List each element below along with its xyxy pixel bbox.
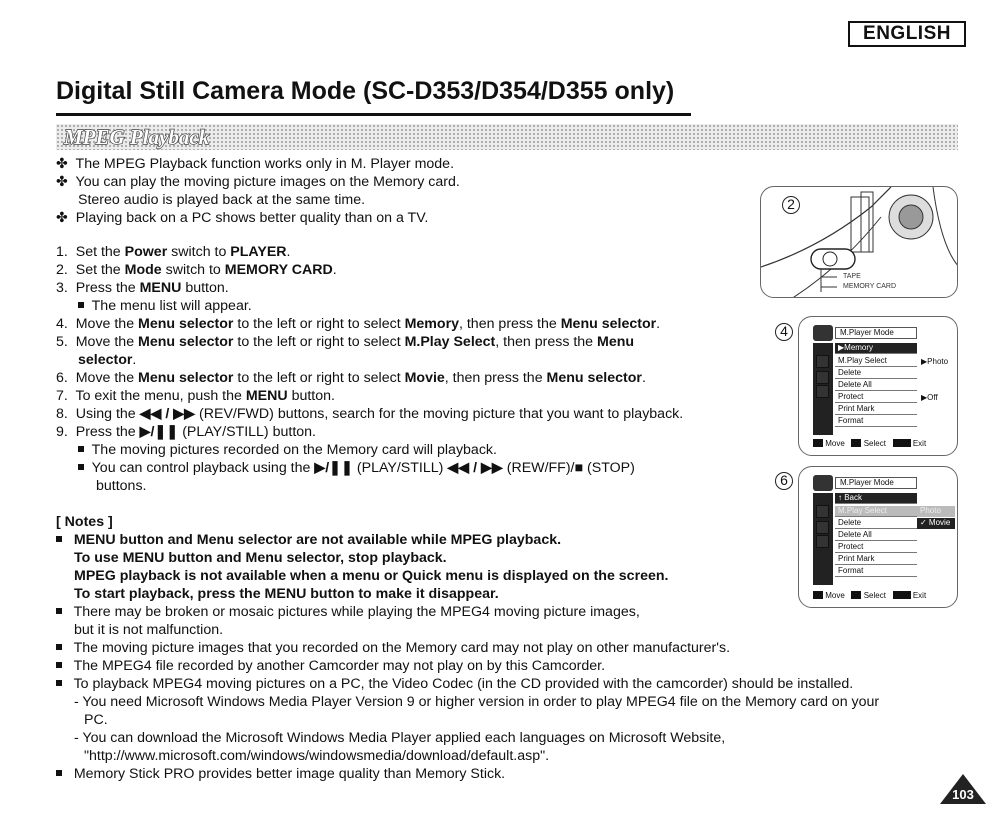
step-4: 4. Move the Menu selector to the left or right to select Memory, then press the Menu selector. [56, 316, 661, 332]
menu-item: Protect [835, 542, 917, 553]
figure-menu-memory [798, 316, 958, 456]
note-item: The moving picture images that you recorded on the Memory card may not play on other manufacturer's. [56, 640, 730, 657]
menu-value: ▶Off [921, 393, 938, 402]
memory-card-icon [816, 355, 829, 368]
select-icon [851, 439, 861, 447]
callout-4: 4 [775, 323, 793, 341]
notes-heading: [ Notes ] [56, 514, 113, 530]
page-number-badge [938, 772, 988, 811]
page-number: 103 [952, 787, 974, 802]
submenu-option: Photo [917, 506, 955, 517]
square-bullet-icon [56, 644, 62, 650]
memory-card-label: MEMORY CARD [843, 283, 897, 290]
square-bullet-icon [78, 464, 84, 470]
menu-item: Print Mark [835, 554, 917, 565]
step-5-cont: selector. [78, 352, 137, 368]
step-9-sub: The moving pictures recorded on the Memory card will playback. [78, 442, 497, 459]
square-bullet-icon [78, 302, 84, 308]
page-title: Digital Still Camera Mode (SC-D353/D354/D355 only) [56, 77, 675, 105]
settings-icon [816, 385, 829, 398]
note-item-cont: To use MENU button and Menu selector, stop playback. [74, 550, 447, 566]
menu-item: ▶Memory [835, 343, 917, 354]
menu-list [835, 493, 917, 585]
square-bullet-icon [78, 446, 84, 452]
move-icon [813, 439, 823, 447]
menu-item: ↑ Back [835, 493, 917, 504]
section-title: MPEG Playback [64, 125, 210, 149]
section-banner [56, 124, 958, 150]
m-player-icon [813, 475, 833, 491]
figure-menu-movie [798, 466, 958, 608]
clover-bullet-icon: ✤ [56, 156, 68, 172]
square-bullet-icon [56, 536, 62, 542]
select-icon [851, 591, 861, 599]
callout-2: 2 [782, 196, 800, 214]
menu-footer: Move Select Exit [813, 439, 953, 451]
note-item-cont: - You can download the Microsoft Windows Media Player applied each languages on Microsoft Website, [74, 730, 726, 746]
square-bullet-icon [56, 662, 62, 668]
intro-item-cont: Stereo audio is played back at the same time. [78, 192, 366, 208]
note-item-cont: "http://www.microsoft.com/windows/windowsmedia/download/default.asp". [84, 748, 550, 764]
memory-card-icon [816, 505, 829, 518]
menu-item: Format [835, 416, 917, 427]
note-item: To playback MPEG4 moving pictures on a PC, the Video Codec (in the CD provided with the camcorder) should be installed. [56, 676, 853, 693]
clover-bullet-icon: ✤ [56, 210, 68, 226]
submenu-option-selected: ✓ Movie [917, 518, 955, 529]
tape-label: TAPE [843, 273, 861, 280]
square-bullet-icon [56, 680, 62, 686]
square-bullet-icon [56, 770, 62, 776]
menu-item: Delete [835, 518, 917, 529]
step-2: 2. Set the Mode switch to MEMORY CARD. [56, 262, 337, 278]
note-item-cont: To start playback, press the MENU button to make it disappear. [74, 586, 499, 602]
step-9: 9. Press the ▶/❚❚ (PLAY/STILL) button. [56, 424, 316, 440]
m-player-icon [813, 325, 833, 341]
menu-header: M.Player Mode [835, 327, 917, 339]
intro-item: ✤ The MPEG Playback function works only in M. Player mode. [56, 156, 455, 172]
menu-footer: Move Select Exit [813, 591, 953, 603]
note-item-cont: PC. [84, 712, 108, 728]
menu-button-icon [893, 591, 911, 599]
step-7: 7. To exit the menu, push the MENU button. [56, 388, 335, 404]
language-label: ENGLISH [848, 21, 966, 47]
menu-item: Delete [835, 368, 917, 379]
intro-item: ✤ Playing back on a PC shows better quality than on a TV. [56, 210, 429, 226]
menu-list [835, 343, 917, 435]
step-1: 1. Set the Power switch to PLAYER. [56, 244, 291, 260]
square-bullet-icon [56, 608, 62, 614]
note-item-cont: MPEG playback is not available when a menu or Quick menu is displayed on the screen. [74, 568, 669, 584]
clover-bullet-icon: ✤ [56, 174, 68, 190]
move-icon [813, 591, 823, 599]
menu-item: Delete All [835, 380, 917, 391]
settings-icon [816, 535, 829, 548]
step-6: 6. Move the Menu selector to the left or right to select Movie, then press the Menu selector. [56, 370, 646, 386]
step-9-sub-cont: buttons. [96, 478, 147, 494]
step-3: 3. Press the MENU button. [56, 280, 229, 296]
menu-item: Format [835, 566, 917, 577]
callout-6: 6 [775, 472, 793, 490]
intro-item: ✤ You can play the moving picture images on the Memory card. [56, 174, 460, 190]
menu-item: M.Play Select [835, 356, 917, 367]
menu-button-icon [893, 439, 911, 447]
film-icon [816, 371, 829, 384]
step-9-sub: You can control playback using the ▶/❚❚ (PLAY/STILL) ◀◀ / ▶▶ (REW/FF)/■ (STOP) [78, 460, 635, 477]
menu-value: ▶Photo [921, 357, 949, 366]
menu-header: M.Player Mode [835, 477, 917, 489]
step-8: 8. Using the ◀◀ / ▶▶ (REV/FWD) buttons, search for the moving picture that you want to playback. [56, 406, 684, 422]
step-5: 5. Move the Menu selector to the left or right to select M.Play Select, then press the Menu [56, 334, 635, 350]
note-item: There may be broken or mosaic pictures while playing the MPEG4 moving picture images, [56, 604, 640, 621]
title-rule [56, 113, 691, 116]
menu-item: Protect [835, 392, 917, 403]
menu-item: Delete All [835, 530, 917, 541]
note-item-cont: but it is not malfunction. [74, 622, 224, 638]
note-item-cont: - You need Microsoft Windows Media Player Version 9 or higher version in order to play MPEG4 file on the Memory card on your [74, 694, 880, 710]
note-item: Memory Stick PRO provides better image quality than Memory Stick. [56, 766, 505, 783]
menu-item: Print Mark [835, 404, 917, 415]
film-icon [816, 521, 829, 534]
note-item: The MPEG4 file recorded by another Camcorder may not play on by this Camcorder. [56, 658, 605, 675]
menu-item-selected: M.Play Select [835, 506, 917, 517]
note-item: MENU button and Menu selector are not available while MPEG playback. [56, 532, 561, 549]
step-3-sub: The menu list will appear. [78, 298, 252, 315]
